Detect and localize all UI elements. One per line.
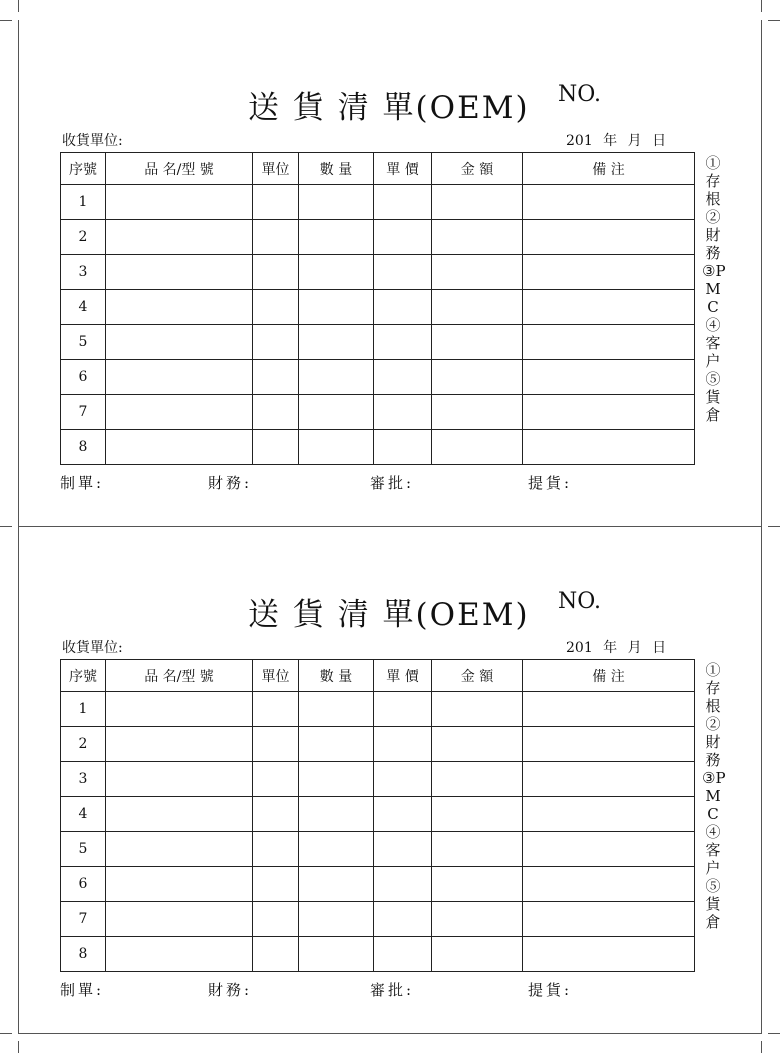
cell-product[interactable] [106, 832, 253, 867]
row-number: 5 [61, 832, 106, 867]
footer-finance: 財務: [208, 474, 253, 492]
table-header-row [61, 660, 695, 692]
cell-amount[interactable] [432, 902, 523, 937]
row-number: 7 [61, 395, 106, 430]
cell-remarks[interactable] [523, 325, 695, 360]
cell-quantity[interactable] [299, 832, 374, 867]
cell-remarks[interactable] [523, 727, 695, 762]
cell-product[interactable] [106, 762, 253, 797]
cell-unit-price[interactable] [374, 832, 432, 867]
delivery-form-1 [0, 20, 780, 527]
copy-label-finance: ②財務 [705, 715, 721, 769]
crop-mark-top-right-v [761, 0, 762, 12]
cell-product[interactable] [106, 797, 253, 832]
cell-remarks[interactable] [523, 185, 695, 220]
cell-quantity[interactable] [299, 395, 374, 430]
copy-label-warehouse: ⑤貨倉 [705, 370, 721, 424]
cell-unit-price[interactable] [374, 325, 432, 360]
copy-label-customer: ④客户 [705, 823, 721, 877]
footer-prepared-by: 制單: [60, 981, 105, 999]
col-header-remarks: 備 注 [523, 660, 695, 692]
table-row [61, 762, 695, 797]
row-number: 4 [61, 290, 106, 325]
cell-product[interactable] [106, 360, 253, 395]
cell-unit[interactable] [253, 220, 299, 255]
cell-unit-price[interactable] [374, 255, 432, 290]
cell-quantity[interactable] [299, 220, 374, 255]
row-number: 1 [61, 185, 106, 220]
cell-amount[interactable] [432, 937, 523, 972]
date-line: 201 年 月 日 [566, 133, 667, 149]
row-number: 4 [61, 797, 106, 832]
goods-table [60, 659, 695, 972]
cell-remarks[interactable] [523, 255, 695, 290]
table-header-row [61, 153, 695, 185]
cell-unit[interactable] [253, 290, 299, 325]
cell-amount[interactable] [432, 325, 523, 360]
cell-unit[interactable] [253, 255, 299, 290]
cell-unit-price[interactable] [374, 360, 432, 395]
copy-label-customer: ④客户 [705, 316, 721, 370]
copy-label-stub: ①存根 [705, 154, 721, 208]
cell-amount[interactable] [432, 797, 523, 832]
form-title: 送 貨 清 單(OEM) [248, 597, 530, 633]
cell-remarks[interactable] [523, 430, 695, 465]
row-number: 3 [61, 255, 106, 290]
cell-remarks[interactable] [523, 220, 695, 255]
col-header-amount: 金 額 [432, 660, 523, 692]
cell-amount[interactable] [432, 290, 523, 325]
cell-amount[interactable] [432, 185, 523, 220]
footer-pickup: 提貨: [528, 981, 573, 999]
table-row [61, 255, 695, 290]
cell-product[interactable] [106, 290, 253, 325]
cell-quantity[interactable] [299, 937, 374, 972]
cell-product[interactable] [106, 727, 253, 762]
cell-unit-price[interactable] [374, 220, 432, 255]
cell-amount[interactable] [432, 867, 523, 902]
copy-label-pmc: ③P M C [702, 769, 726, 823]
cell-remarks[interactable] [523, 360, 695, 395]
footer-approved-by: 審批: [370, 981, 415, 999]
date-line: 201 年 月 日 [566, 640, 667, 656]
row-number: 3 [61, 762, 106, 797]
copy-distribution-list [702, 154, 724, 424]
row-number: 5 [61, 325, 106, 360]
row-number: 6 [61, 867, 106, 902]
copy-label-stub: ①存根 [705, 661, 721, 715]
cell-remarks[interactable] [523, 290, 695, 325]
cell-unit-price[interactable] [374, 290, 432, 325]
crop-mark-bottom-right-v [761, 1041, 762, 1053]
row-number: 1 [61, 692, 106, 727]
cell-product[interactable] [106, 255, 253, 290]
cell-unit[interactable] [253, 430, 299, 465]
table-row [61, 395, 695, 430]
cell-unit[interactable] [253, 692, 299, 727]
row-number: 8 [61, 937, 106, 972]
table-row [61, 185, 695, 220]
cell-product[interactable] [106, 902, 253, 937]
copy-label-warehouse: ⑤貨倉 [705, 877, 721, 931]
cell-quantity[interactable] [299, 692, 374, 727]
table-row [61, 797, 695, 832]
col-header-serial: 序號 [61, 153, 106, 185]
table-row [61, 220, 695, 255]
table-row [61, 937, 695, 972]
footer-prepared-by: 制單: [60, 474, 105, 492]
cell-quantity[interactable] [299, 325, 374, 360]
form-number-mark: NO. [558, 82, 601, 107]
col-header-quantity: 數 量 [299, 660, 374, 692]
cell-unit-price[interactable] [374, 937, 432, 972]
delivery-form-2 [0, 527, 780, 1034]
table-row [61, 832, 695, 867]
table-row [61, 290, 695, 325]
footer-finance: 財務: [208, 981, 253, 999]
cell-unit-price[interactable] [374, 395, 432, 430]
footer-approved-by: 審批: [370, 474, 415, 492]
cell-product[interactable] [106, 395, 253, 430]
cell-remarks[interactable] [523, 692, 695, 727]
cell-unit[interactable] [253, 762, 299, 797]
crop-mark-top-left-v [18, 0, 19, 12]
cell-product[interactable] [106, 220, 253, 255]
cell-unit[interactable] [253, 867, 299, 902]
footer-pickup: 提貨: [528, 474, 573, 492]
copy-label-finance: ②財務 [705, 208, 721, 262]
cell-amount[interactable] [432, 832, 523, 867]
cell-amount[interactable] [432, 727, 523, 762]
row-number: 2 [61, 727, 106, 762]
cell-quantity[interactable] [299, 255, 374, 290]
col-header-unit: 單位 [253, 660, 299, 692]
cell-unit-price[interactable] [374, 185, 432, 220]
cell-product[interactable] [106, 867, 253, 902]
col-header-product: 品 名/型 號 [106, 153, 253, 185]
cell-unit[interactable] [253, 727, 299, 762]
cell-unit[interactable] [253, 902, 299, 937]
cell-amount[interactable] [432, 395, 523, 430]
cell-unit[interactable] [253, 360, 299, 395]
col-header-quantity: 數 量 [299, 153, 374, 185]
cell-remarks[interactable] [523, 797, 695, 832]
cell-amount[interactable] [432, 762, 523, 797]
row-number: 2 [61, 220, 106, 255]
copy-label-pmc: ③P M C [702, 262, 726, 316]
cell-unit-price[interactable] [374, 430, 432, 465]
cell-quantity[interactable] [299, 727, 374, 762]
cell-quantity[interactable] [299, 902, 374, 937]
copy-distribution-list [702, 661, 724, 931]
cell-quantity[interactable] [299, 185, 374, 220]
table-row [61, 430, 695, 465]
cell-product[interactable] [106, 937, 253, 972]
cell-remarks[interactable] [523, 867, 695, 902]
cell-unit[interactable] [253, 395, 299, 430]
table-row [61, 360, 695, 395]
form-title: 送 貨 清 單(OEM) [248, 90, 530, 126]
cell-quantity[interactable] [299, 290, 374, 325]
cell-unit-price[interactable] [374, 867, 432, 902]
col-header-amount: 金 額 [432, 153, 523, 185]
row-number: 8 [61, 430, 106, 465]
crop-mark-bottom-left-v [18, 1041, 19, 1053]
cell-unit[interactable] [253, 797, 299, 832]
table-row [61, 692, 695, 727]
cell-quantity[interactable] [299, 360, 374, 395]
table-row [61, 325, 695, 360]
cell-remarks[interactable] [523, 395, 695, 430]
cell-unit[interactable] [253, 185, 299, 220]
col-header-product: 品 名/型 號 [106, 660, 253, 692]
cell-unit-price[interactable] [374, 797, 432, 832]
cell-amount[interactable] [432, 692, 523, 727]
cell-remarks[interactable] [523, 937, 695, 972]
row-number: 6 [61, 360, 106, 395]
cell-quantity[interactable] [299, 867, 374, 902]
cell-unit-price[interactable] [374, 727, 432, 762]
cell-remarks[interactable] [523, 902, 695, 937]
table-row [61, 727, 695, 762]
col-header-unit: 單位 [253, 153, 299, 185]
cell-product[interactable] [106, 430, 253, 465]
cell-unit-price[interactable] [374, 762, 432, 797]
cell-unit-price[interactable] [374, 692, 432, 727]
cell-unit[interactable] [253, 325, 299, 360]
cell-unit-price[interactable] [374, 902, 432, 937]
row-number: 7 [61, 902, 106, 937]
cell-amount[interactable] [432, 220, 523, 255]
col-header-unit-price: 單 價 [374, 660, 432, 692]
cell-product[interactable] [106, 325, 253, 360]
cell-product[interactable] [106, 185, 253, 220]
cell-unit[interactable] [253, 832, 299, 867]
table-row [61, 902, 695, 937]
cell-remarks[interactable] [523, 762, 695, 797]
receiver-label: 收貨單位: [62, 640, 123, 656]
cell-amount[interactable] [432, 430, 523, 465]
cell-product[interactable] [106, 692, 253, 727]
receiver-label: 收貨單位: [62, 133, 123, 149]
cell-remarks[interactable] [523, 832, 695, 867]
table-row [61, 867, 695, 902]
cell-unit[interactable] [253, 937, 299, 972]
cell-amount[interactable] [432, 255, 523, 290]
cell-quantity[interactable] [299, 797, 374, 832]
cell-amount[interactable] [432, 360, 523, 395]
col-header-serial: 序號 [61, 660, 106, 692]
col-header-unit-price: 單 價 [374, 153, 432, 185]
cell-quantity[interactable] [299, 762, 374, 797]
goods-table [60, 152, 695, 465]
col-header-remarks: 備 注 [523, 153, 695, 185]
form-number-mark: NO. [558, 589, 601, 614]
cell-quantity[interactable] [299, 430, 374, 465]
